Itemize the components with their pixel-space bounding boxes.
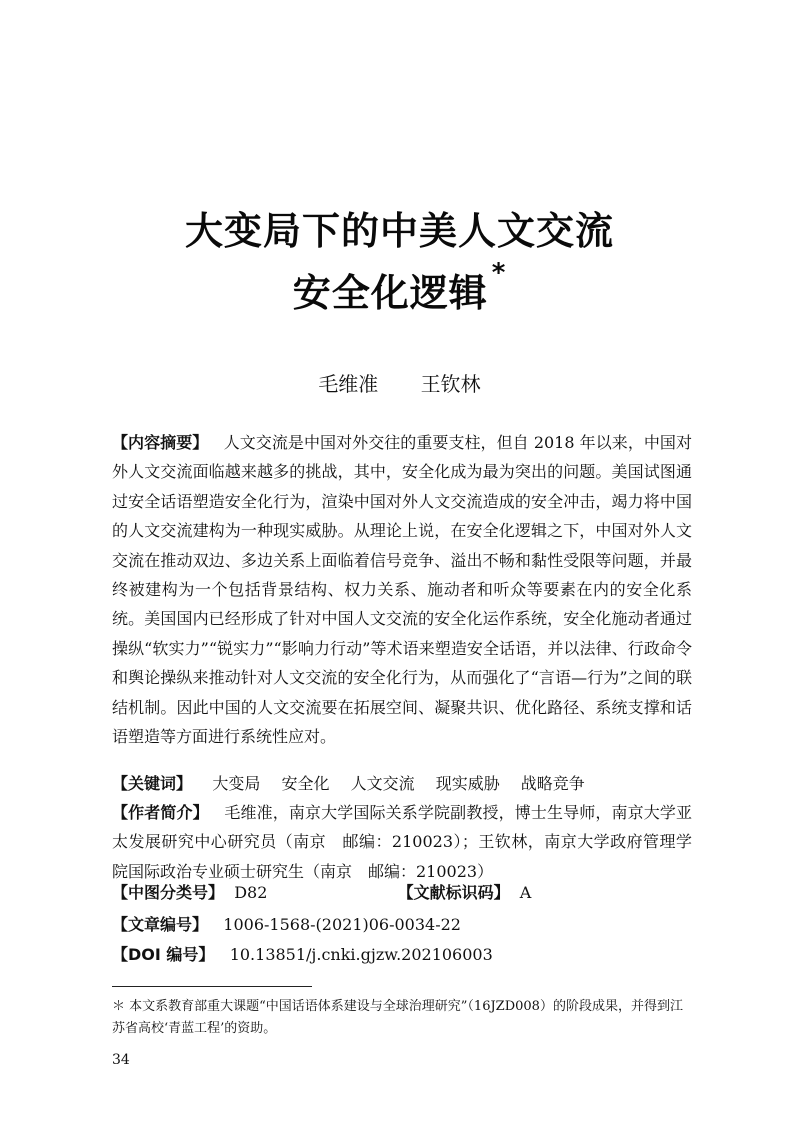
keyword-item: 大变局 xyxy=(212,774,261,793)
author-intro-section xyxy=(112,798,692,886)
classification-label: 【中图分类号】 xyxy=(112,883,225,902)
title-text-1: 大变局下的中美人文交流 xyxy=(184,209,614,253)
author-name-1: 毛维准 xyxy=(318,372,379,396)
author-name-2: 王钦林 xyxy=(420,372,481,396)
doi-row xyxy=(112,940,692,970)
title-text-2: 安全化逻辑 xyxy=(292,271,488,315)
title-footnote-mark: * xyxy=(491,258,507,288)
paper-title-line-2 xyxy=(0,258,799,317)
article-number-value: 1006-1568-(2021)06-0034-22 xyxy=(223,915,461,934)
paper-title-line-1 xyxy=(0,200,799,255)
footnote-divider xyxy=(112,986,312,987)
keyword-item: 安全化 xyxy=(281,774,330,793)
doc-code-value: A xyxy=(519,883,532,902)
author-line xyxy=(0,368,799,397)
keywords-label: 【关键词】 xyxy=(112,774,193,793)
keyword-item: 现实威胁 xyxy=(435,774,500,793)
keyword-item: 战略竞争 xyxy=(520,774,585,793)
doi-value: 10.13851/j.cnki.gjzw.202106003 xyxy=(229,945,493,964)
author-intro-text: 毛维准，南京大学国际关系学院副教授，博士生导师，南京大学亚太发展研究中心研究员（南京 邮编：210023）；王钦林，南京大学政府管理学院国际政治专业硕士研究生（南京 邮编：210023） xyxy=(112,803,692,881)
abstract-section xyxy=(112,428,692,751)
footnote-text: ＊ 本文系教育部重大课题“中国话语体系建设与全球治理研究”（16JZD008）的阶段成果，并得到江苏省高校‘青蓝工程’的资助。 xyxy=(112,999,683,1036)
classification-row xyxy=(112,878,692,908)
keywords-row xyxy=(112,769,692,799)
abstract-label: 【内容摘要】 xyxy=(112,433,209,452)
article-number-row xyxy=(112,910,692,940)
keyword-item: 人文交流 xyxy=(350,774,415,793)
doi-label: 【DOI 编号】 xyxy=(112,945,215,964)
page-number: 34 xyxy=(112,1052,130,1068)
article-number-label: 【文章编号】 xyxy=(112,915,209,934)
author-intro-label: 【作者简介】 xyxy=(112,803,209,822)
doc-code-label: 【文献标识码】 xyxy=(397,883,510,902)
classification-value: D82 xyxy=(234,883,268,902)
abstract-text: 人文交流是中国对外交往的重要支柱，但自 2018 年以来，中国对外人文交流面临越来越多的挑战，其中，安全化成为最为突出的问题。美国试图通过安全话语塑造安全化行为，渲染中国对外人文交流造成的安全冲击，竭力将中国的人文交流建构为一种现实威胁。从理论上说，在安全化逻辑之下，中国对外人文交流在推动双边、多边关系上面临着信号竞争、溢出不畅和黏性受限等问题，并最终被建构为一个包括背景结构、权力关系、施动者和听众等要素在内的安全化系统。美国国内已经形成了针对中国人文交流的安全化运作系统，安全化施动者通过操纵“软实力”“锐实力”“影响力行动”等术语来塑造安全话语，并以法律、行政命令和舆论操纵来推动针对人文交流的安全化行为，从而强化了“言语—行为”之间的联结机制。因此中国的人文交流要在拓展空间、凝聚共识、优化路径、系统支撑和话语塑造等方面进行系统性应对。 xyxy=(112,433,692,747)
